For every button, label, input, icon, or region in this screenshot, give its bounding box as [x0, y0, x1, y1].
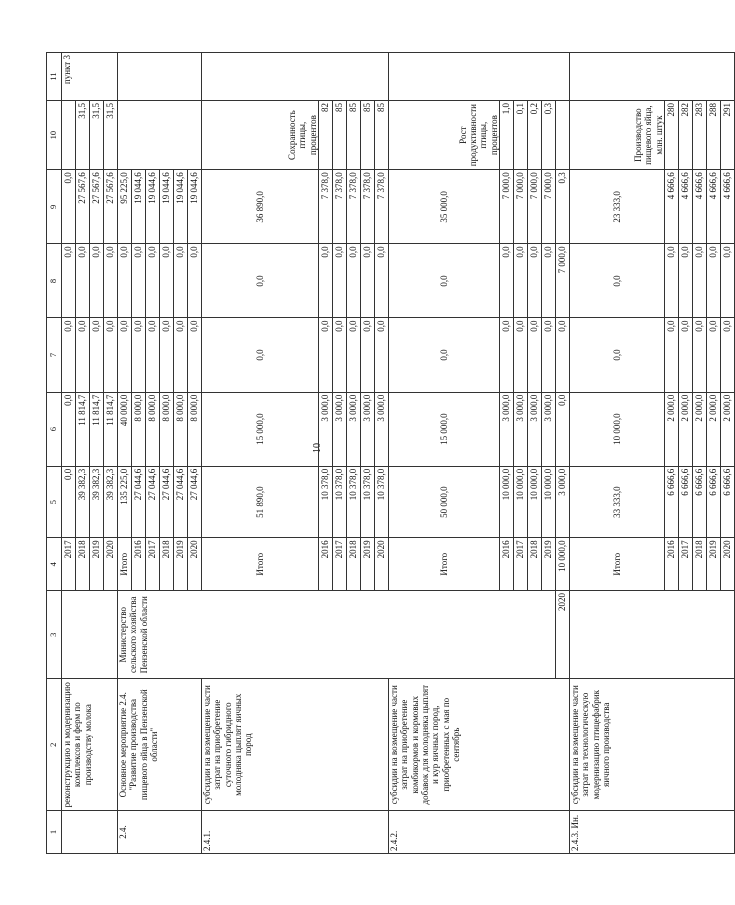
- indicator-value-cell: 288: [707, 100, 721, 169]
- event-name-cell: Основное мероприятие 2.4. "Развитие производства пищевого яйца в Пензенской области": [118, 679, 202, 811]
- indicator-value-cell: 85: [361, 100, 375, 169]
- value-cell: 0,0: [528, 244, 542, 318]
- column-number-cell: 11: [47, 53, 62, 101]
- value-cell: 4 666,6: [679, 170, 693, 244]
- value-cell: 7 000,0: [528, 170, 542, 244]
- value-cell: 0,0: [665, 318, 679, 392]
- value-cell: 2 000,0: [665, 392, 679, 466]
- value-cell: 3 000,0: [500, 392, 514, 466]
- value-cell: 50 000,0: [389, 466, 500, 538]
- column-number-row: [47, 53, 62, 854]
- value-cell: 2 000,0: [721, 392, 735, 466]
- value-cell: 27 567,6: [90, 170, 104, 244]
- value-cell: 0,0: [333, 318, 347, 392]
- note-cell: [389, 53, 570, 101]
- value-cell: 4 666,6: [693, 170, 707, 244]
- value-cell: 15 000,0: [389, 392, 500, 466]
- value-cell: 6 666,6: [721, 466, 735, 538]
- value-cell: 23 333,0: [570, 170, 665, 244]
- value-cell: 0,0: [542, 318, 556, 392]
- table-body: [47, 53, 735, 854]
- value-cell: 0,0: [90, 244, 104, 318]
- value-cell: 0,0: [62, 244, 76, 318]
- value-cell: 6 666,6: [707, 466, 721, 538]
- note-cell: [570, 53, 735, 101]
- indicator-value-cell: 0,3: [542, 100, 556, 169]
- year-cell: 2020: [375, 538, 389, 591]
- value-cell: 0,0: [389, 318, 500, 392]
- value-cell: 0,0: [556, 318, 570, 392]
- column-number-cell: 8: [47, 244, 62, 318]
- value-cell: 0,0: [118, 244, 132, 318]
- value-cell: 36 890,0: [202, 170, 319, 244]
- year-cell: 2018: [160, 538, 174, 591]
- executor-cell: [62, 591, 118, 679]
- indicator-value-cell: 31,5: [76, 100, 90, 169]
- value-cell: 0,0: [146, 318, 160, 392]
- value-cell: 95 225,0: [118, 170, 132, 244]
- value-cell: 19 044,6: [146, 170, 160, 244]
- indicator-title-cell: Производство пищевого яйца, млн. штук: [570, 100, 665, 169]
- value-cell: 39 382,3: [76, 466, 90, 538]
- year-cell: 2020: [721, 538, 735, 591]
- rotated-table-container: [46, 52, 733, 854]
- value-cell: 0,0: [361, 318, 375, 392]
- row-number-cell: 2.4.3. Ин.: [570, 810, 735, 853]
- value-cell: 11 814,7: [76, 392, 90, 466]
- value-cell: 0,0: [375, 318, 389, 392]
- year-cell: 2020: [188, 538, 202, 591]
- value-cell: 11 814,7: [90, 392, 104, 466]
- year-cell: 2018: [76, 538, 90, 591]
- program-table: [46, 52, 735, 854]
- value-cell: 0,0: [679, 244, 693, 318]
- indicator-value-cell: 31,5: [104, 100, 118, 169]
- value-cell: 39 382,3: [104, 466, 118, 538]
- value-cell: 10 378,0: [347, 466, 361, 538]
- value-cell: 0,0: [347, 244, 361, 318]
- column-number-cell: 9: [47, 170, 62, 244]
- value-cell: 27 044,6: [188, 466, 202, 538]
- value-cell: 33 333,0: [570, 466, 665, 538]
- value-cell: 0,0: [90, 318, 104, 392]
- value-cell: 8 000,0: [188, 392, 202, 466]
- value-cell: 6 666,6: [679, 466, 693, 538]
- value-cell: 7 000,0: [542, 170, 556, 244]
- value-cell: 7 378,0: [333, 170, 347, 244]
- year-cell: 2018: [528, 538, 542, 591]
- indicator-value-cell: 282: [679, 100, 693, 169]
- value-cell: 39 382,3: [90, 466, 104, 538]
- column-number-cell: 4: [47, 538, 62, 591]
- value-cell: 3 000,0: [528, 392, 542, 466]
- value-cell: 0,0: [104, 318, 118, 392]
- indicator-value-cell: 85: [347, 100, 361, 169]
- row-number-cell: 2.4.: [118, 810, 202, 853]
- value-cell: 0,0: [347, 318, 361, 392]
- year-cell: 2019: [542, 538, 556, 591]
- year-cell: 2017: [514, 538, 528, 591]
- value-cell: 19 044,6: [188, 170, 202, 244]
- value-cell: 0,0: [62, 466, 76, 538]
- value-cell: 0,0: [361, 244, 375, 318]
- note-cell: пункт 3: [62, 53, 118, 101]
- indicator-value-cell: 82: [319, 100, 333, 169]
- value-cell: 35 000,0: [389, 170, 500, 244]
- table-row: [202, 53, 319, 854]
- year-cell: Итого: [118, 538, 132, 591]
- year-cell: 2016: [132, 538, 146, 591]
- value-cell: 4 666,6: [665, 170, 679, 244]
- value-cell: 0,0: [76, 318, 90, 392]
- value-cell: 3 000,0: [556, 466, 570, 538]
- value-cell: 7 000,0: [500, 170, 514, 244]
- note-cell: [118, 53, 202, 101]
- value-cell: 8 000,0: [160, 392, 174, 466]
- value-cell: 10 000,0: [528, 466, 542, 538]
- value-cell: 0,0: [514, 244, 528, 318]
- value-cell: 0,0: [679, 318, 693, 392]
- column-number-cell: 5: [47, 466, 62, 538]
- table-row: [570, 53, 665, 854]
- event-name-cell: субсидии на возмещение части затрат на приобретение суточного гибридного молодняка цыплят яичных пород: [202, 679, 389, 811]
- value-cell: 0,0: [665, 244, 679, 318]
- value-cell: 0,0: [375, 244, 389, 318]
- executor-cell: Министерство сельского хозяйства Пензенской области: [118, 591, 556, 679]
- value-cell: 0,0: [62, 170, 76, 244]
- table-row: [62, 53, 76, 854]
- value-cell: 7 378,0: [361, 170, 375, 244]
- value-cell: 2 000,0: [707, 392, 721, 466]
- indicator-title-cell: Рост продуктивности птицы, процентов: [389, 100, 500, 169]
- value-cell: 0,0: [202, 244, 319, 318]
- indicator-value-cell: 85: [375, 100, 389, 169]
- value-cell: 27 567,6: [104, 170, 118, 244]
- note-cell: [202, 53, 389, 101]
- year-cell: 2017: [333, 538, 347, 591]
- value-cell: 8 000,0: [132, 392, 146, 466]
- indicator-value-cell: 0,1: [514, 100, 528, 169]
- value-cell: 0,0: [570, 318, 665, 392]
- table-row: [118, 53, 132, 854]
- column-number-cell: 1: [47, 810, 62, 853]
- year-cell: 2018: [693, 538, 707, 591]
- value-cell: 8 000,0: [146, 392, 160, 466]
- year-cell: Итого: [389, 538, 500, 591]
- value-cell: 0,0: [500, 318, 514, 392]
- year-cell: 2017: [146, 538, 160, 591]
- value-cell: 51 890,0: [202, 466, 319, 538]
- value-cell: 0,0: [174, 318, 188, 392]
- value-cell: 10 378,0: [361, 466, 375, 538]
- value-cell: 27 044,6: [160, 466, 174, 538]
- value-cell: 0,0: [721, 244, 735, 318]
- value-cell: 10 378,0: [375, 466, 389, 538]
- indicator-value-cell: 1,0: [500, 100, 514, 169]
- indicator-value-cell: 85: [333, 100, 347, 169]
- row-number-cell: 2.4.2.: [389, 810, 570, 853]
- value-cell: 10 000,0: [500, 466, 514, 538]
- year-cell: 2019: [90, 538, 104, 591]
- value-cell: 0,0: [528, 318, 542, 392]
- value-cell: 27 044,6: [132, 466, 146, 538]
- value-cell: 10 000,0: [556, 538, 570, 591]
- value-cell: 3 000,0: [333, 392, 347, 466]
- value-cell: 7 000,0: [514, 170, 528, 244]
- value-cell: 3 000,0: [514, 392, 528, 466]
- value-cell: 0,0: [62, 392, 76, 466]
- value-cell: 0,0: [62, 318, 76, 392]
- value-cell: 0,0: [693, 318, 707, 392]
- year-cell: 2019: [707, 538, 721, 591]
- value-cell: 0,0: [707, 318, 721, 392]
- value-cell: 0,0: [160, 244, 174, 318]
- indicator-value-cell: 0,2: [528, 100, 542, 169]
- year-cell: 2016: [500, 538, 514, 591]
- value-cell: 40 000,0: [118, 392, 132, 466]
- value-cell: 7 000,0: [556, 244, 570, 318]
- column-number-cell: 10: [47, 100, 62, 169]
- value-cell: 0,0: [721, 318, 735, 392]
- value-cell: 3 000,0: [347, 392, 361, 466]
- indicator-value-cell: 280: [665, 100, 679, 169]
- value-cell: 0,0: [202, 318, 319, 392]
- value-cell: 0,0: [319, 244, 333, 318]
- value-cell: 0,0: [333, 244, 347, 318]
- value-cell: 0,0: [76, 244, 90, 318]
- value-cell: 19 044,6: [132, 170, 146, 244]
- value-cell: 7 378,0: [375, 170, 389, 244]
- value-cell: 2 000,0: [679, 392, 693, 466]
- value-cell: 27 044,6: [174, 466, 188, 538]
- value-cell: 3 000,0: [361, 392, 375, 466]
- value-cell: 4 666,6: [707, 170, 721, 244]
- value-cell: 0,0: [132, 318, 146, 392]
- value-cell: 0,0: [146, 244, 160, 318]
- value-cell: 10 000,0: [514, 466, 528, 538]
- value-cell: 27 567,6: [76, 170, 90, 244]
- value-cell: 10 000,0: [542, 466, 556, 538]
- column-number-cell: 7: [47, 318, 62, 392]
- indicator-value-cell: 291: [721, 100, 735, 169]
- year-cell: 2017: [679, 538, 693, 591]
- value-cell: 135 225,0: [118, 466, 132, 538]
- value-cell: 0,0: [118, 318, 132, 392]
- table-row: [389, 53, 500, 854]
- value-cell: 0,0: [160, 318, 174, 392]
- year-cell: Итого: [202, 538, 319, 591]
- value-cell: 0,0: [188, 244, 202, 318]
- value-cell: 0,0: [500, 244, 514, 318]
- event-name-cell: субсидии на возмещение части затрат на приобретение комбикормов и кормовых добавок для молодняка цыплят и кур яичных пород, приобретенных с мая по сентябрь: [389, 679, 570, 811]
- value-cell: 6 666,6: [693, 466, 707, 538]
- value-cell: 0,0: [556, 392, 570, 466]
- value-cell: 15 000,0: [202, 392, 319, 466]
- column-number-cell: 2: [47, 679, 62, 811]
- indicator-value-cell: 31,5: [90, 100, 104, 169]
- value-cell: 3 000,0: [542, 392, 556, 466]
- value-cell: 19 044,6: [160, 170, 174, 244]
- year-cell: 2017: [62, 538, 76, 591]
- value-cell: 2 000,0: [693, 392, 707, 466]
- value-cell: 3 000,0: [375, 392, 389, 466]
- indicator-value-cell: [62, 100, 76, 169]
- value-cell: 7 378,0: [347, 170, 361, 244]
- year-cell: 2019: [361, 538, 375, 591]
- value-cell: 6 666,6: [665, 466, 679, 538]
- value-cell: 4 666,6: [721, 170, 735, 244]
- value-cell: 0,0: [132, 244, 146, 318]
- page-number: 10: [312, 443, 323, 453]
- year-cell: 2016: [665, 538, 679, 591]
- row-number-cell: 2.4.1.: [202, 810, 389, 853]
- event-name-cell: субсидии на возмещение части затрат на технологическую модернизацию птицефабрик яичного производства: [570, 679, 735, 811]
- value-cell: 8 000,0: [174, 392, 188, 466]
- value-cell: 3 000,0: [319, 392, 333, 466]
- executor-cell: [570, 591, 735, 679]
- indicator-title-cell: Сохранность птицы, процентов: [202, 100, 319, 169]
- value-cell: 7 378,0: [319, 170, 333, 244]
- year-cell: 2019: [174, 538, 188, 591]
- indicator-value-cell: 283: [693, 100, 707, 169]
- year-cell: 2020: [104, 538, 118, 591]
- value-cell: 0,0: [174, 244, 188, 318]
- year-cell: 2016: [319, 538, 333, 591]
- column-number-cell: 6: [47, 392, 62, 466]
- value-cell: 0,0: [389, 244, 500, 318]
- value-cell: 0,0: [514, 318, 528, 392]
- column-number-cell: 3: [47, 591, 62, 679]
- value-cell: 11 814,7: [104, 392, 118, 466]
- indicator-value-cell: 0,3: [556, 170, 570, 244]
- value-cell: 0,0: [542, 244, 556, 318]
- value-cell: 0,0: [570, 244, 665, 318]
- event-name-cell: реконструкцию и модернизацию комплексов и ферм по производству молока: [62, 679, 118, 811]
- value-cell: 10 000,0: [570, 392, 665, 466]
- value-cell: 0,0: [188, 318, 202, 392]
- year-cell: Итого: [570, 538, 665, 591]
- year-cell: 2020: [556, 591, 570, 679]
- value-cell: 0,0: [693, 244, 707, 318]
- year-cell: 2018: [347, 538, 361, 591]
- value-cell: 10 378,0: [319, 466, 333, 538]
- indicator-cell: [118, 100, 202, 169]
- value-cell: 27 044,6: [146, 466, 160, 538]
- row-number-cell: [62, 810, 118, 853]
- value-cell: 19 044,6: [174, 170, 188, 244]
- value-cell: 0,0: [319, 318, 333, 392]
- value-cell: 10 378,0: [333, 466, 347, 538]
- value-cell: 0,0: [707, 244, 721, 318]
- value-cell: 0,0: [104, 244, 118, 318]
